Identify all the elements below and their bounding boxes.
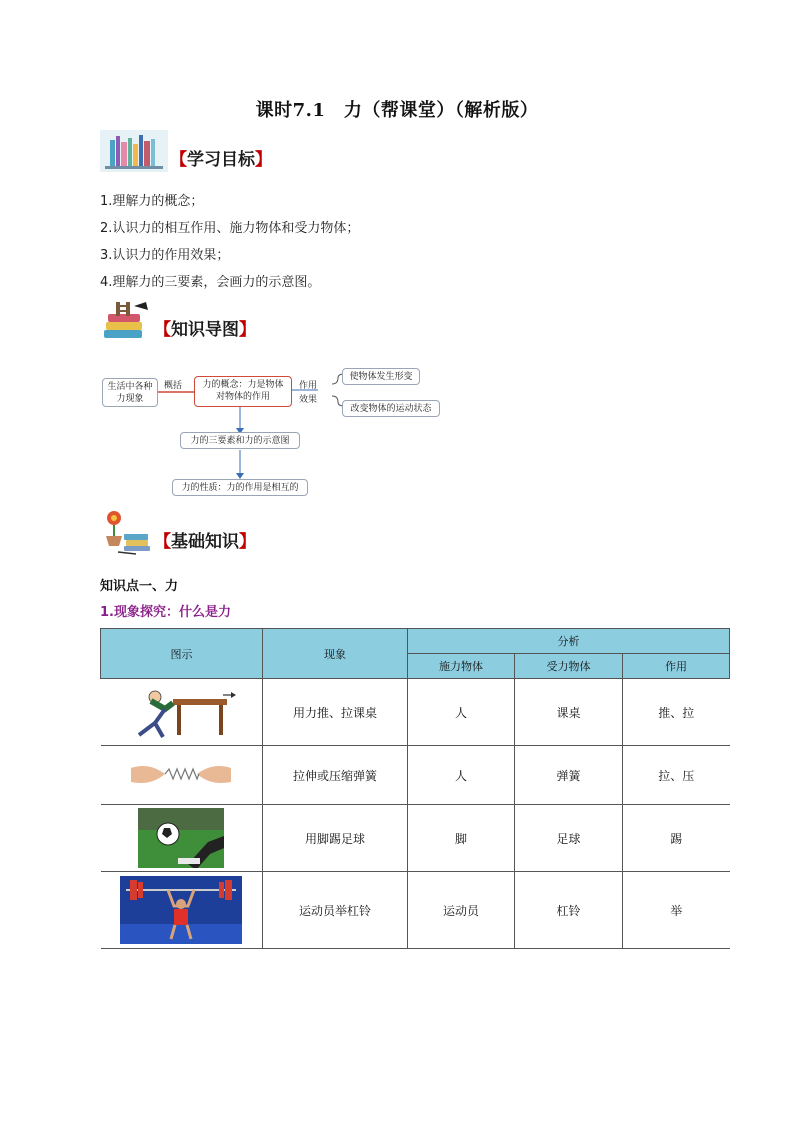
goal-item: 3.认识力的作用效果； bbox=[100, 248, 230, 263]
exerter-cell: 运动员 bbox=[408, 872, 515, 949]
diagram-cell bbox=[101, 872, 263, 949]
table-row bbox=[101, 805, 730, 872]
phenomenon-subtitle: 1.现象探究：什么是力 bbox=[100, 605, 231, 620]
phenomenon-cell: 用力推、拉课桌 bbox=[263, 679, 408, 746]
stacked-books-icon bbox=[100, 298, 152, 344]
header-exerter: 施力物体 bbox=[408, 654, 515, 679]
section-goals-header bbox=[100, 130, 272, 174]
weightlifter-illustration bbox=[120, 876, 242, 944]
section-basics-title: 【基础知识】 bbox=[154, 532, 256, 552]
flower-pot-icon bbox=[100, 508, 152, 556]
mindmap-effect-node: 改变物体的运动状态 bbox=[342, 400, 440, 417]
phenomenon-table bbox=[100, 628, 730, 949]
section-mindmap-header bbox=[100, 298, 256, 344]
phenomenon-cell: 运动员举杠铃 bbox=[263, 872, 408, 949]
page-title: 课时7.1 力（帮课堂）（解析版） bbox=[255, 100, 539, 121]
header-phenomenon: 现象 bbox=[263, 629, 408, 679]
diagram-cell bbox=[101, 746, 263, 805]
goal-item: 2.认识力的相互作用、施力物体和受力物体； bbox=[100, 221, 360, 236]
diagram-cell bbox=[101, 805, 263, 872]
effect-cell: 拉、压 bbox=[623, 746, 730, 805]
mindmap-effect-node: 使物体发生形变 bbox=[342, 368, 420, 385]
diagram-cell bbox=[101, 679, 263, 746]
receiver-cell: 杠铃 bbox=[515, 872, 623, 949]
mindmap-root-node: 生活中各种 力现象 bbox=[102, 378, 158, 407]
knowledge-point-heading: 知识点一、力 bbox=[100, 579, 179, 594]
table-row bbox=[101, 746, 730, 805]
mindmap-edge-label: 作用 效果 bbox=[299, 381, 318, 405]
mindmap-nature-node: 力的性质：力的作用是相互的 bbox=[172, 479, 308, 496]
exerter-cell: 人 bbox=[408, 746, 515, 805]
header-analysis: 分析 bbox=[408, 629, 730, 654]
header-diagram: 图示 bbox=[101, 629, 263, 679]
push-desk-illustration bbox=[125, 683, 237, 741]
receiver-cell: 课桌 bbox=[515, 679, 623, 746]
books-shelf-icon bbox=[100, 130, 168, 174]
section-basics-header bbox=[100, 508, 256, 556]
phenomenon-cell: 用脚踢足球 bbox=[263, 805, 408, 872]
mindmap-three-elements-node: 力的三要素和力的示意图 bbox=[180, 432, 300, 449]
mindmap-concept-node: 力的概念：力是物体 对物体的作用 bbox=[194, 376, 292, 407]
mindmap-edge-label: 概括 bbox=[164, 381, 183, 391]
goal-item: 1.理解力的概念； bbox=[100, 194, 204, 209]
effect-cell: 推、拉 bbox=[623, 679, 730, 746]
kick-football-illustration bbox=[138, 808, 224, 868]
phenomenon-cell: 拉伸或压缩弹簧 bbox=[263, 746, 408, 805]
section-goals-title: 【学习目标】 bbox=[170, 150, 272, 170]
effect-cell: 踢 bbox=[623, 805, 730, 872]
receiver-cell: 足球 bbox=[515, 805, 623, 872]
header-receiver: 受力物体 bbox=[515, 654, 623, 679]
table-row bbox=[101, 679, 730, 746]
knowledge-mindmap bbox=[100, 362, 460, 502]
table-row bbox=[101, 872, 730, 949]
header-effect: 作用 bbox=[623, 654, 730, 679]
exerter-cell: 人 bbox=[408, 679, 515, 746]
receiver-cell: 弹簧 bbox=[515, 746, 623, 805]
goal-item: 4.理解力的三要素，会画力的示意图。 bbox=[100, 275, 321, 290]
section-mindmap-title: 【知识导图】 bbox=[154, 320, 256, 340]
exerter-cell: 脚 bbox=[408, 805, 515, 872]
effect-cell: 举 bbox=[623, 872, 730, 949]
spring-stretch-illustration bbox=[129, 758, 233, 792]
